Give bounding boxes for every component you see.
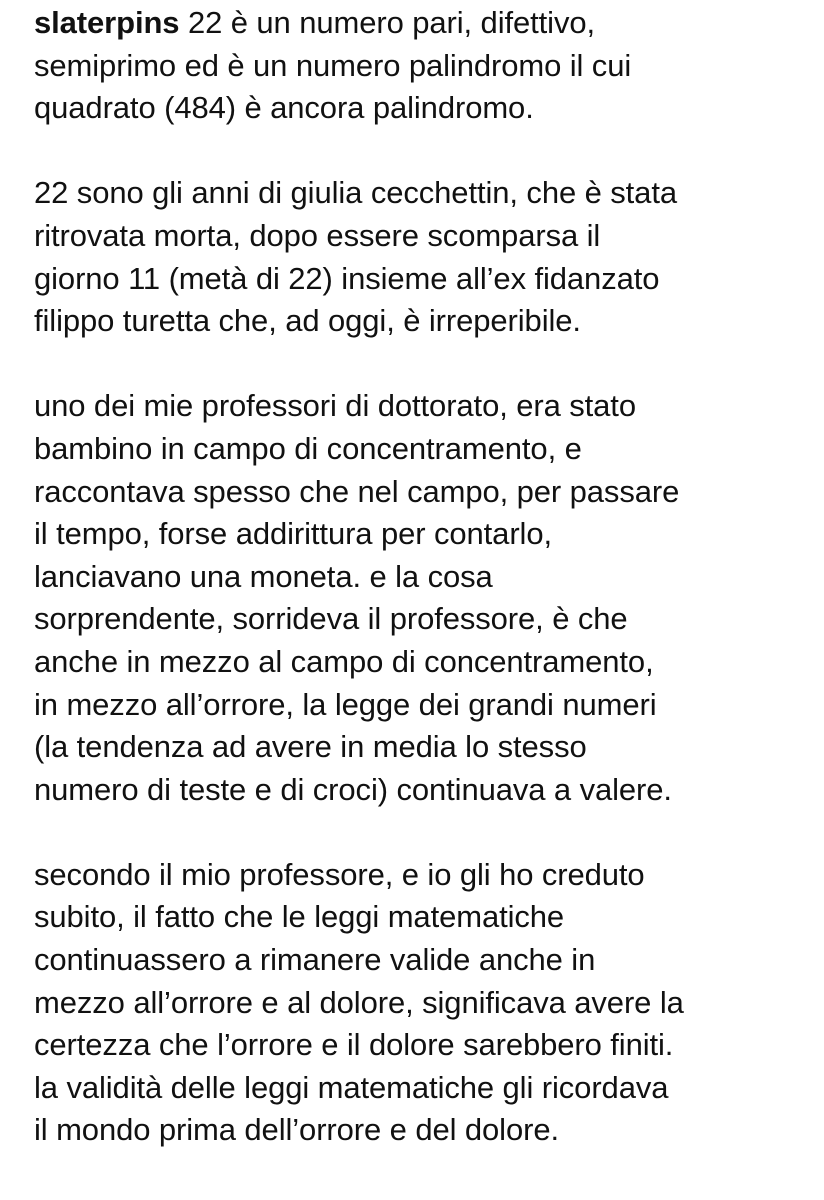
- caption-line: filippo turetta che, ad oggi, è irreperibile.: [34, 303, 581, 339]
- caption-line: il mondo prima dell’orrore e del dolore.: [34, 1112, 559, 1148]
- caption-line: 22 sono gli anni di giulia cecchettin, che è stata: [34, 175, 677, 211]
- caption-line: certezza che l’orrore e il dolore sarebbero finiti.: [34, 1027, 674, 1063]
- caption-line: anche in mezzo al campo di concentramento,: [34, 643, 654, 679]
- caption-line: subito, il fatto che le leggi matematiche: [34, 899, 565, 935]
- caption-line: quadrato (484) è ancora palindromo.: [34, 90, 534, 126]
- caption-line: in mezzo all’orrore, la legge dei grandi numeri: [34, 686, 657, 722]
- post-caption: [34, 2, 818, 1152]
- caption-line: la validità delle leggi matematiche gli ricordava: [34, 1069, 669, 1105]
- caption-line: lanciavano una moneta. e la cosa: [34, 558, 493, 594]
- caption-line: (la tendenza ad avere in media lo stesso: [34, 729, 587, 765]
- caption-line: il tempo, forse addirittura per contarlo,: [34, 516, 552, 552]
- caption-line: uno dei mie professori di dottorato, era stato: [34, 388, 636, 424]
- caption-line: continuassero a rimanere valide anche in: [34, 942, 596, 978]
- caption-line: semiprimo ed è un numero palindromo il cui: [34, 47, 632, 83]
- caption-line: secondo il mio professore, e io gli ho creduto: [34, 856, 645, 892]
- caption-paragraph-3: [34, 385, 818, 811]
- username-link[interactable]: slaterpins: [34, 5, 180, 40]
- caption-line: giorno 11 (metà di 22) insieme all’ex fidanzato: [34, 260, 660, 296]
- caption-line: ritrovata morta, dopo essere scomparsa il: [34, 217, 601, 253]
- caption-line: mezzo all’orrore e al dolore, significava avere la: [34, 984, 684, 1020]
- caption-text: 22 è un numero pari, difettivo,: [187, 5, 595, 40]
- caption-paragraph-2: [34, 172, 818, 342]
- caption-line: [34, 2, 818, 45]
- caption-line: sorprendente, sorrideva il professore, è che: [34, 601, 628, 637]
- caption-paragraph-1: [34, 2, 818, 130]
- caption-line: bambino in campo di concentramento, e: [34, 430, 582, 466]
- caption-line: raccontava spesso che nel campo, per passare: [34, 473, 680, 509]
- caption-paragraph-4: [34, 854, 818, 1152]
- caption-line: numero di teste e di croci) continuava a valere.: [34, 771, 672, 807]
